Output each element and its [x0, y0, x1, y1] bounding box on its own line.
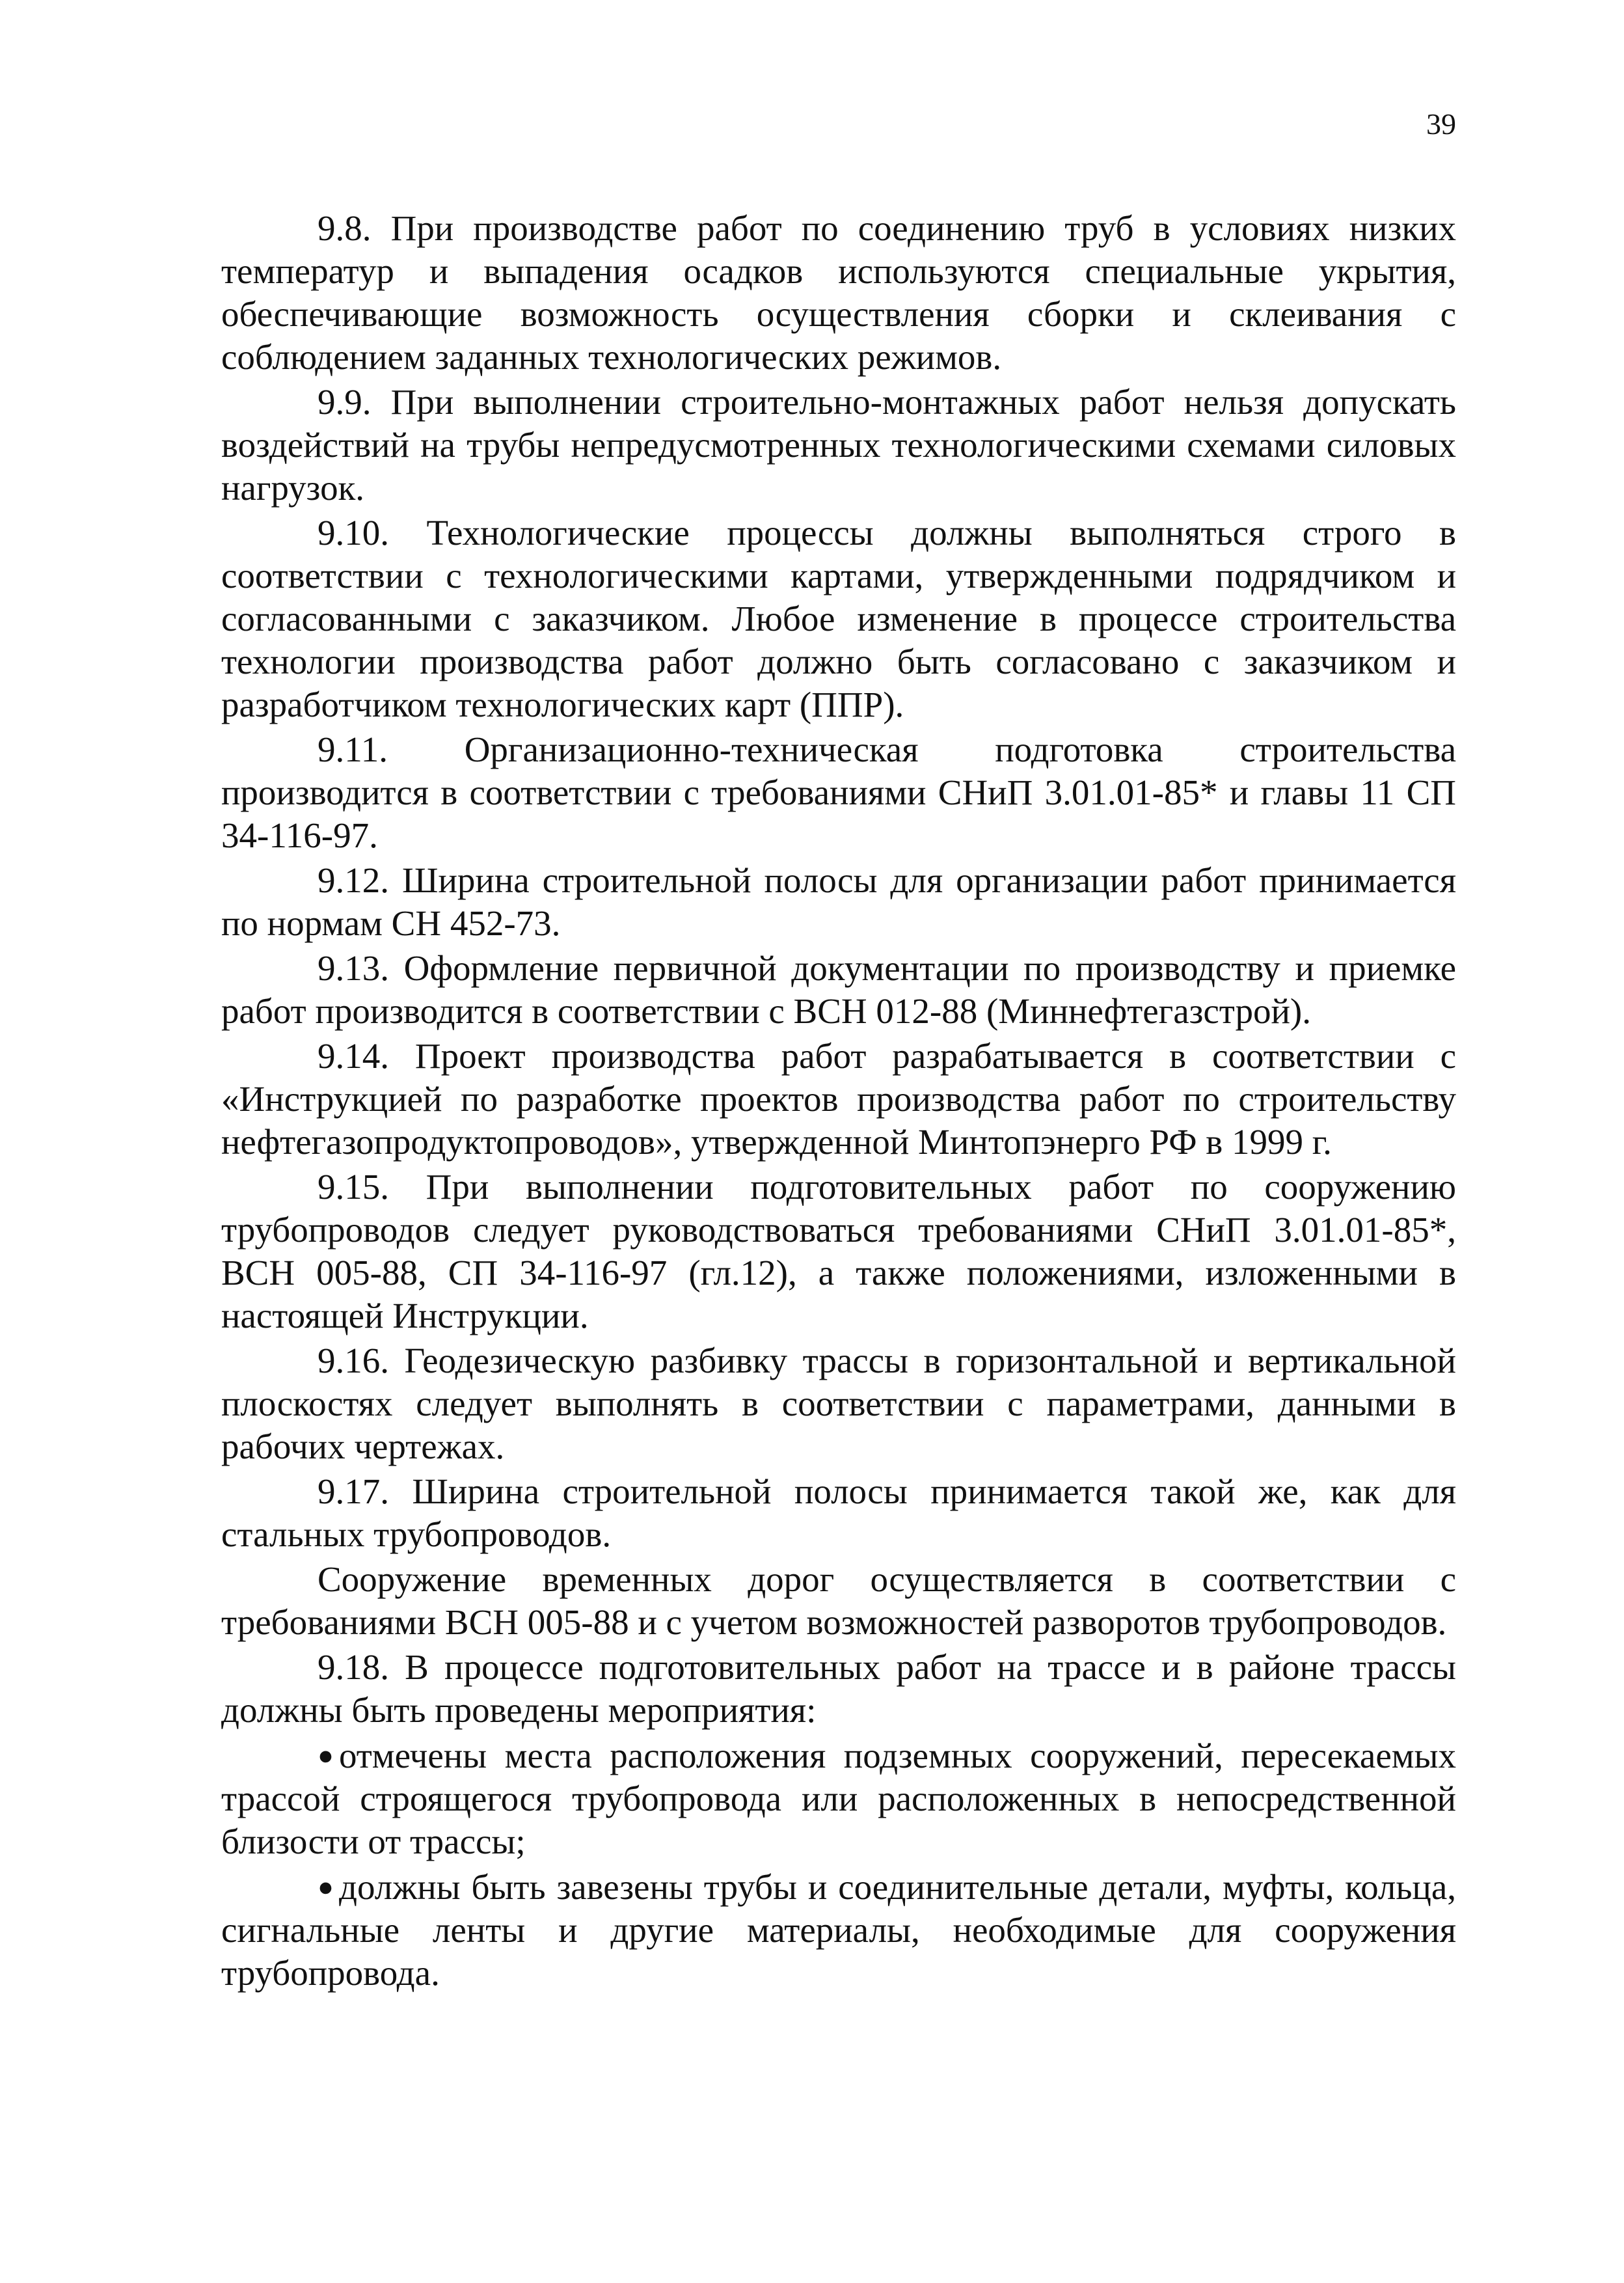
paragraph-9-10: 9.10. Технологические процессы должны выполняться строго в соответствии с технологическими картами, утвержденными подрядчиком и согласованными с заказчиком. Любое изменение в процессе строительства технологии производства работ должно быть согласовано с заказчиком и разработчиком технологических карт (ППР). [221, 513, 1456, 724]
page-content [221, 207, 1456, 1997]
paragraph-9-12: 9.12. Ширина строительной полосы для организации работ принимается по нормам СН 452-73. [221, 860, 1456, 943]
page-number: 39 [1426, 107, 1456, 141]
bullet-item-materials-delivery [221, 1865, 1456, 1995]
paragraph-9-13: 9.13. Оформление первичной документации по производству и приемке работ производится в соответствии с ВСН 012-88 (Миннефтегазстрой). [221, 948, 1456, 1031]
paragraph-9-17: 9.17. Ширина строительной полосы принимается такой же, как для стальных трубопроводов. [221, 1471, 1456, 1554]
bullet-icon: ● [318, 1871, 334, 1902]
paragraph-9-11: 9.11. Организационно-техническая подготовка строительства производится в соответствии с требованиями СНиП 3.01.01-85* и главы 11 СП 34-116-97. [221, 730, 1456, 855]
bullet-text: должны быть завезены трубы и соединительные детали, муфты, кольца, сигнальные ленты и другие материалы, необходимые для сооружения трубопровода. [221, 1866, 1456, 1993]
bullet-item-underground-structures [221, 1734, 1456, 1863]
paragraph-9-9: 9.9. При выполнении строительно-монтажных работ нельзя допускать воздействий на трубы непредусмотренных технологическими схемами силовых нагрузок. [221, 382, 1456, 508]
paragraph-9-16: 9.16. Геодезическую разбивку трассы в горизонтальной и вертикальной плоскостях следует выполнять в соответствии с параметрами, данными в рабочих чертежах. [221, 1341, 1456, 1466]
paragraph-9-8: 9.8. При производстве работ по соединению труб в условиях низких температур и выпадения осадков используются специальные укрытия, обеспечивающие возможность осуществления сборки и склеивания с соблюдением заданных технологических режимов. [221, 208, 1456, 377]
bullet-text: отмечены места расположения подземных сооружений, пересекаемых трассой строящегося трубопровода или расположенных в непосредственной близости от трассы; [221, 1735, 1456, 1861]
paragraph-temporary-roads: Сооружение временных дорог осуществляется в соответствии с требованиями ВСН 005-88 и с учетом возможностей разворотов трубопроводов. [221, 1559, 1456, 1642]
paragraph-9-15: 9.15. При выполнении подготовительных работ по сооружению трубопроводов следует руководствоваться требованиями СНиП 3.01.01-85*, ВСН 005-88, СП 34-116-97 (гл.12), а также положениями, изложенными в настоящей Инструкции. [221, 1167, 1456, 1335]
paragraph-9-18: 9.18. В процессе подготовительных работ на трассе и в районе трассы должны быть проведены мероприятия: [221, 1647, 1456, 1730]
bullet-icon: ● [318, 1740, 334, 1770]
paragraph-9-14: 9.14. Проект производства работ разрабатывается в соответствии с «Инструкцией по разработке проектов производства работ по строительству нефтегазопродуктопроводов», утвержденной Минтопэнерго РФ в 1999 г. [221, 1036, 1456, 1162]
